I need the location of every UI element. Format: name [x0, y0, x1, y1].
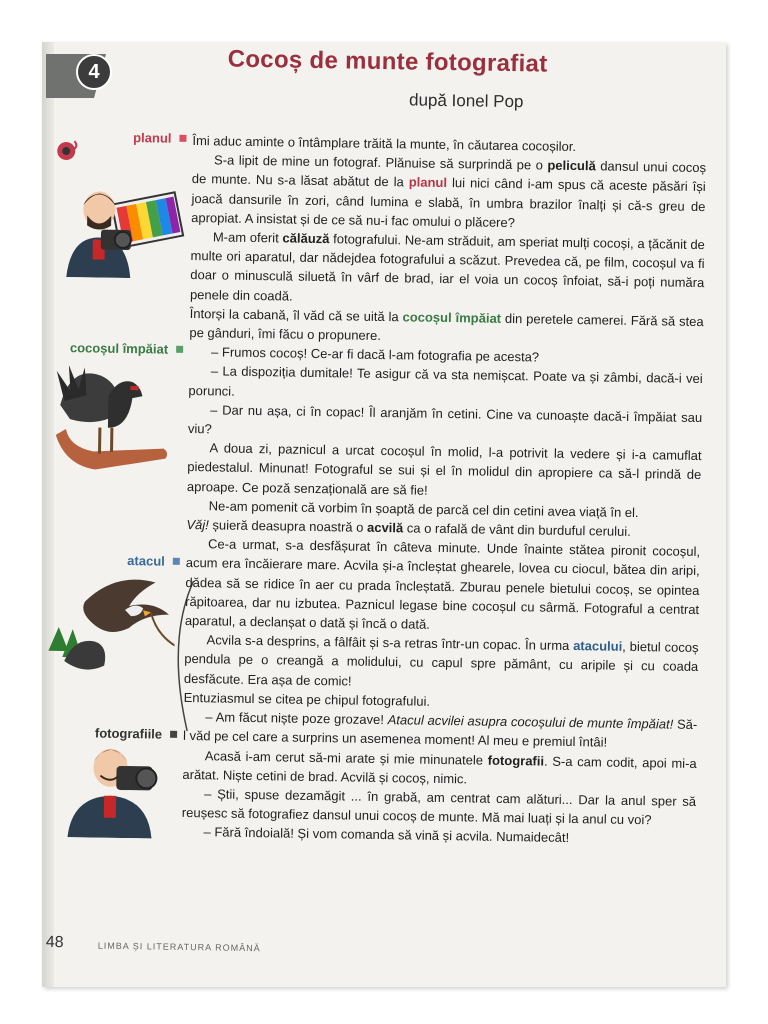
textbook-page — [42, 42, 726, 987]
square-marker-icon — [179, 135, 186, 142]
stuffed-grouse-illustration — [49, 355, 181, 477]
paragraph: – Fără îndoială! Și vom comanda să vină și acvila. Numaidecât! — [203, 824, 570, 846]
text-run: ca o rafală de vânt din burduful cerului. — [403, 520, 631, 539]
page-number: 48 — [45, 933, 64, 952]
page-title: Cocoș de munte fotografiat — [227, 45, 548, 78]
square-marker-icon — [173, 558, 180, 565]
text-run: – Am făcut niște poze grozave! — [205, 709, 388, 728]
keyword-pelicula: peliculă — [547, 157, 596, 174]
text-run: dansul unui cocoș de munte. Nu s-a lăsat abătut de la — [191, 158, 707, 190]
text-run: Întorși la cabană, îl văd că se uită la — [189, 305, 403, 325]
side-label-text: fotografiile — [94, 725, 163, 742]
square-marker-icon — [176, 346, 183, 353]
page-content — [42, 42, 726, 987]
paragraph: – Frumos cocoș! Ce-ar fi dacă l-am fotografia pe acesta? — [210, 344, 540, 365]
text-run: . S-a cam codit, apoi mi-a arătat. Niște cetini de brad. Acvilă și cocoș, nimic. — [182, 753, 697, 787]
side-label-text: cocoșul împăiat — [69, 340, 169, 357]
keyword-atacului: atacului — [573, 638, 623, 655]
paragraph: Ce-a urmat, s-a desfășurat în câteva minute. Unde înainte stătea pironit cocoșul, acum era încăierare mare. Acvila și-a încleștat ghearele, lovea cu ciocul, bătea din aripi, dădea să se ridice în aer cu prada încleștată. Zburau penele bietului cocoș, se opintea răpitoarea, dar nu izbutea. Paznicul legase bine cocoșul cu sârmă. Fotograful a centrat aparatul, a declanșat o dată și încă o dată. — [184, 536, 701, 632]
interjection: Văj! — [186, 517, 209, 533]
paragraph: Ne-am pomenit că vorbim în șoaptă de parcă cel din cetini avea viață în el. — [208, 498, 639, 520]
text-run: M-am oferit — [212, 229, 283, 246]
text-run: Acvila s-a desprins, a fâlfâit și s-a retras într-un copac. În urma — [206, 632, 574, 654]
paragraph-text: Îmi aduc aminte o întâmplare trăită la munte, în căutarea cocoșilor. — [192, 133, 577, 155]
paragraph: – Știi, spuse dezamăgit ... în grabă, am centrat cam alături... Dar la anul sper să reușesc să fotografiez dansul unui cocoș de munte. Mă mai luați și la anul cu voi? — [181, 786, 697, 828]
keyword-cocosul-impaiat: cocoșul împăiat — [402, 309, 502, 326]
page-subtitle: după Ionel Pop — [408, 90, 524, 112]
story-text — [181, 131, 706, 850]
keyword-fotografii: fotografii — [487, 752, 545, 769]
side-label-planul — [100, 130, 186, 146]
text-run: Să-l văd pe cel care a surprins un asemenea moment! Al meu e premiul întâi! — [182, 716, 698, 750]
paragraph: – La dispoziția dumitale! Te asigur că va sta nemișcat. Poate va și zâmbi, dacă-i vei porunci. — [188, 363, 703, 399]
keyword-calauza: călăuză — [282, 230, 330, 247]
eagle-attack-illustration — [44, 571, 176, 683]
speaker-icon — [54, 137, 82, 161]
text-run: Acasă i-am cerut să-mi arate și mie minunatele — [204, 747, 488, 768]
side-label-text: planul — [133, 130, 172, 146]
text-run: , bietul cocoș pendula pe o creangă a molidului, cu capul spre pământ, cu aripile și cu coada desfăcute. Era așa de comic! — [183, 639, 699, 689]
paragraph — [190, 227, 705, 312]
text-run: fotografului. Ne-am străduit, am speriat mulți cocoși, a țăcănit de multe ori aparatul, dar nădejdea fotografului a scăzut. Prevedea că, pe film, cocoșul va fi doar o minusculă siluetă în vârf de brad, iar el voia un cocoș înfoiat, să-i poți număra penele din coadă. — [189, 231, 705, 304]
keyword-acvila: acvilă — [366, 519, 404, 536]
paragraph — [191, 150, 706, 235]
paragraph: Entuziasmul se citea pe chipul fotografului. — [183, 689, 431, 709]
text-run: șuieră deasupra noastră o — [208, 517, 368, 535]
paragraph: A doua zi, paznicul a urcat cocoșul în molid, l-a potrivit la vedere și i-a camuflat piedestalul. Minunat! Fotograful se sui și el în molidul din apropiere ca să-l prindă de aproape. Ce poză senzațională are să fie! — [186, 440, 702, 498]
text-run: din peretele camerei. Fără să stea pe gânduri, îmi făcu o propunere. — [189, 310, 704, 344]
keyword-planul: planul — [408, 174, 448, 191]
happy-photographer-illustration — [59, 737, 181, 839]
italic-title: Atacul acvilei asupra cocoșului de munte împăiat! — [387, 712, 674, 732]
paragraph — [184, 630, 699, 696]
paragraph: – Dar nu așa, ci în copac! Îl aranjăm în cetini. Cine va cunoaște dacă-i împăiat sau viu? — [187, 402, 703, 437]
photographer-illustration — [56, 177, 188, 279]
footer-subject: LIMBA ȘI LITERATURA ROMÂNĂ — [97, 940, 261, 954]
text-run: S-a lipit de mine un fotograf. Plănuise să surprindă pe o — [214, 152, 548, 173]
text-run: lui nici când i-am spus că aceste păsări își joacă dansurile în zori, când lumina e slabă, în umbra brazilor înalți și că-s greu de apropiat. A insistat și de ce să nu-i fac omului o plăcere? — [191, 175, 706, 230]
side-label-text: atacul — [127, 553, 165, 569]
side-label-atacul — [94, 553, 180, 569]
lesson-number: 4 — [76, 54, 112, 90]
